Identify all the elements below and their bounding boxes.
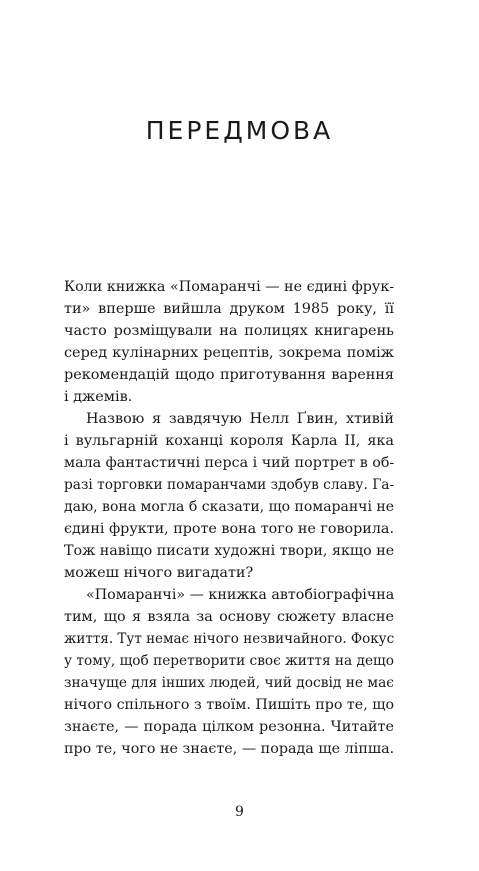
page-number: 9 bbox=[235, 804, 244, 820]
paragraph-1 bbox=[64, 276, 394, 408]
text-line: про те, чого не знаєте, — порада ще ліпша. bbox=[64, 741, 394, 757]
text-line: Коли книжка «Помаранчі — не єдині фрук- bbox=[64, 279, 394, 295]
text-line: ти» вперше вийшла друком 1985 року, її bbox=[64, 301, 394, 317]
text-line: серед кулінарних рецептів, зокрема поміж bbox=[64, 345, 394, 361]
paragraph-3 bbox=[64, 584, 394, 760]
body-text bbox=[64, 276, 394, 760]
text-line: мала фантастичні перса і чий портрет в об- bbox=[64, 455, 394, 471]
page-title: ПЕРЕДМОВА bbox=[145, 116, 334, 145]
text-line: тим, що я взяла за основу сюжету власне bbox=[64, 609, 394, 625]
text-line: Тож навіщо писати художні твори, якщо не bbox=[64, 543, 394, 559]
text-line: значуще для інших людей, чий досвід не має bbox=[64, 675, 394, 691]
text-line: можеш нічого вигадати? bbox=[64, 565, 254, 581]
text-line: рекомендацій щодо приготування варення bbox=[64, 367, 394, 383]
text-line: разі торговки помаранчами здобув славу. Га- bbox=[64, 477, 394, 493]
text-line: Назвою я завдячую Нелл Ґвин, хтивій bbox=[86, 411, 394, 427]
paragraph-2 bbox=[64, 408, 394, 584]
text-line: нічого спільного з твоїм. Пишіть про те, що bbox=[64, 697, 394, 713]
text-line: і вульгарній коханці короля Карла II, яка bbox=[64, 433, 394, 449]
text-line: єдині фрукти, проте вона того не говорила. bbox=[64, 521, 394, 537]
text-line: часто розміщували на полицях книгарень bbox=[64, 323, 394, 339]
text-line: даю, вона могла б сказати, що помаранчі не bbox=[64, 499, 394, 515]
text-line: життя. Тут немає нічого незвичайного. Фокус bbox=[64, 631, 394, 647]
text-line: знаєте, — порада цілком резонна. Читайте bbox=[64, 719, 394, 735]
text-line: у тому, щоб перетворити своє життя на дещо bbox=[64, 653, 394, 669]
text-line: «Помаранчі» — книжка автобіографічна bbox=[86, 587, 394, 603]
text-line: і джемів. bbox=[64, 389, 133, 405]
